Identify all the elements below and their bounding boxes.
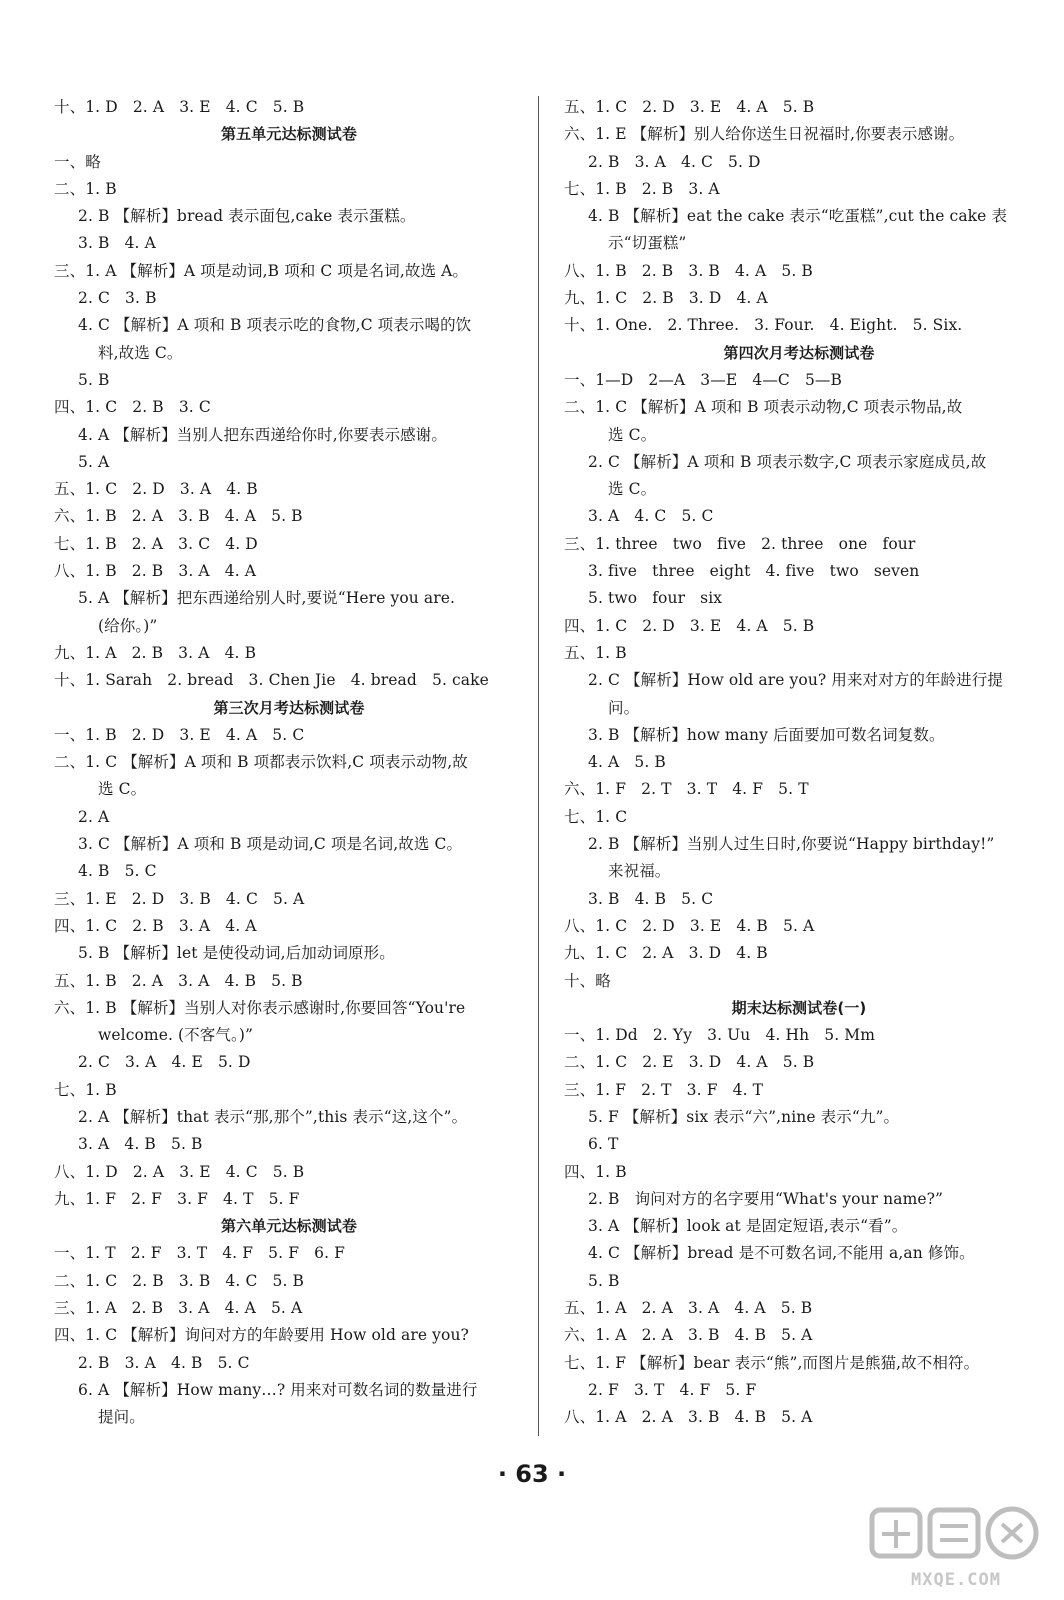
answer-line: 五、1. C 2. D 3. A 4. B: [54, 480, 258, 499]
answer-line: 5. A: [78, 452, 110, 471]
section-title: 第四次月考达标测试卷: [723, 343, 875, 362]
answer-line: 八、1. C 2. D 3. E 4. B 5. A: [564, 916, 815, 935]
answer-line: 一、1—D 2—A 3—E 4—C 5—B: [564, 370, 843, 389]
answer-line: 4. A 【解析】当别人把东西递给你时,你要表示感谢。: [78, 425, 447, 444]
answer-line: 2. C 【解析】How old are you? 用来对对方的年龄进行提: [588, 671, 1003, 690]
answer-line: 六、1. F 2. T 3. T 4. F 5. T: [564, 780, 809, 799]
left-column: [54, 94, 524, 1432]
answer-line: 3. B 4. A: [78, 234, 156, 253]
section-title: 第三次月考达标测试卷: [213, 698, 365, 717]
answer-line: (给你。)”: [98, 616, 158, 635]
answer-line: 八、1. D 2. A 3. E 4. C 5. B: [54, 1162, 305, 1181]
answer-line: 二、1. C 【解析】A 项和 B 项都表示饮料,C 项表示动物,故: [54, 753, 468, 772]
answer-line: 八、1. B 2. B 3. A 4. A: [54, 562, 257, 581]
answer-line: 十、1. One. 2. Three. 3. Four. 4. Eight. 5. Six.: [564, 316, 963, 335]
answer-line: 2. B 询问对方的名字要用“What's your name?”: [588, 1189, 944, 1208]
answer-line: 5. two four six: [588, 589, 723, 608]
answer-line: 二、1. C 【解析】A 项和 B 项表示动物,C 项表示物品,故: [564, 398, 963, 417]
answer-line: 5. B 【解析】let 是使役动词,后加动词原形。: [78, 944, 395, 963]
answer-line: 2. F 3. T 4. F 5. F: [588, 1380, 757, 1399]
right-column: [564, 94, 1034, 1432]
answer-line: 2. B 3. A 4. B 5. C: [78, 1353, 250, 1372]
answer-line: 5. B: [588, 1271, 620, 1290]
answer-line: 选 C。: [608, 425, 657, 444]
answer-line: 6. T: [588, 1135, 619, 1154]
answer-line: 3. A 4. B 5. B: [78, 1135, 203, 1154]
answer-line: 4. C 【解析】A 项和 B 项表示吃的食物,C 项表示喝的饮: [78, 316, 472, 335]
answer-line: 4. B 5. C: [78, 862, 157, 881]
answer-line: 6. A 【解析】How many…? 用来对可数名词的数量进行: [78, 1380, 478, 1399]
answer-line: 七、1. B 2. A 3. C 4. D: [54, 534, 258, 553]
answer-line: 九、1. A 2. B 3. A 4. B: [54, 643, 257, 662]
answer-line: 九、1. F 2. F 3. F 4. T 5. F: [54, 1189, 300, 1208]
section-title: 第五单元达标测试卷: [221, 125, 357, 144]
answer-line: 问。: [608, 698, 640, 717]
answer-line: 三、1. three two five 2. three one four: [564, 534, 916, 553]
answer-line: 2. B 【解析】当别人过生日时,你要说“Happy birthday!”: [588, 835, 995, 854]
answer-line: 4. A 5. B: [588, 753, 666, 772]
answer-line: 3. A 4. C 5. C: [588, 507, 714, 526]
watermark-icon: [866, 1504, 1046, 1564]
answer-line: 二、1. C 2. B 3. B 4. C 5. B: [54, 1271, 304, 1290]
answer-line: 三、1. A 【解析】A 项是动词,B 项和 C 项是名词,故选 A。: [54, 261, 468, 280]
watermark-logo: [866, 1504, 1046, 1590]
answer-line: 来祝福。: [608, 862, 671, 881]
answer-line: 五、1. B: [564, 643, 627, 662]
answer-line: 3. B 4. B 5. C: [588, 889, 714, 908]
answer-line: 3. five three eight 4. five two seven: [588, 562, 920, 581]
column-divider: [538, 96, 539, 1436]
answer-line: 提问。: [98, 1408, 145, 1427]
answer-line: 七、1. B 2. B 3. A: [564, 179, 720, 198]
answer-line: 3. B 【解析】how many 后面要加可数名词复数。: [588, 725, 945, 744]
page-number: · 63 ·: [497, 1460, 567, 1488]
answer-line: 六、1. B 2. A 3. B 4. A 5. B: [54, 507, 303, 526]
answer-line: 七、1. C: [564, 807, 628, 826]
answer-line: 十、1. Sarah 2. bread 3. Chen Jie 4. bread 5. cake: [54, 671, 489, 690]
answer-line: 一、1. B 2. D 3. E 4. A 5. C: [54, 725, 305, 744]
answer-line: 四、1. B: [564, 1162, 627, 1181]
answer-line: 5. F 【解析】six 表示“六”,nine 表示“九”。: [588, 1107, 900, 1126]
answer-line: 五、1. B 2. A 3. A 4. B 5. B: [54, 971, 303, 990]
answer-line: 六、1. A 2. A 3. B 4. B 5. A: [564, 1326, 813, 1345]
answer-line: 选 C。: [98, 780, 147, 799]
answer-line: welcome. (不客气。)”: [98, 1026, 254, 1045]
answer-line: 七、1. F 【解析】bear 表示“熊”,而图片是熊猫,故不相符。: [564, 1353, 980, 1372]
answer-line: 八、1. A 2. A 3. B 4. B 5. A: [564, 1408, 813, 1427]
answer-line: 十、1. D 2. A 3. E 4. C 5. B: [54, 98, 305, 116]
answer-line: 三、1. A 2. B 3. A 4. A 5. A: [54, 1299, 303, 1318]
answer-line: 六、1. B 【解析】当别人对你表示感谢时,你要回答“You're: [54, 998, 466, 1017]
answer-line: 2. C 3. A 4. E 5. D: [78, 1053, 251, 1072]
answer-line: 四、1. C 2. B 3. C: [54, 398, 211, 417]
watermark-text: MXQE.COM: [911, 1570, 1001, 1590]
answer-line: 八、1. B 2. B 3. B 4. A 5. B: [564, 261, 813, 280]
answer-line: 示“切蛋糕”: [608, 234, 687, 253]
answer-line: 2. B 【解析】bread 表示面包,cake 表示蛋糕。: [78, 207, 416, 226]
section-title: 第六单元达标测试卷: [221, 1217, 357, 1236]
answer-line: 三、1. E 2. D 3. B 4. C 5. A: [54, 889, 305, 908]
answer-line: 4. C 【解析】bread 是不可数名词,不能用 a,an 修饰。: [588, 1244, 975, 1263]
section-title: 期末达标测试卷(一): [731, 998, 867, 1017]
answer-line: 2. C 【解析】A 项和 B 项表示数字,C 项表示家庭成员,故: [588, 452, 987, 471]
answer-line: 二、1. B: [54, 179, 117, 198]
answer-line: 3. C 【解析】A 项和 B 项是动词,C 项是名词,故选 C。: [78, 835, 463, 854]
answer-line: 5. A 【解析】把东西递给别人时,要说“Here you are.: [78, 589, 456, 608]
answer-line: 4. B 【解析】eat the cake 表示“吃蛋糕”,cut the cake 表: [588, 207, 1008, 226]
answer-line: 四、1. C 【解析】询问对方的年龄要用 How old are you?: [54, 1326, 469, 1345]
answer-line: 五、1. C 2. D 3. E 4. A 5. B: [564, 98, 815, 116]
answer-line: 七、1. B: [54, 1080, 117, 1099]
answer-line: 九、1. C 2. A 3. D 4. B: [564, 944, 768, 963]
answer-line: 九、1. C 2. B 3. D 4. A: [564, 289, 768, 308]
answer-line: 2. A 【解析】that 表示“那,那个”,this 表示“这,这个”。: [78, 1107, 468, 1126]
answer-line: 四、1. C 2. B 3. A 4. A: [54, 916, 257, 935]
answer-line: 二、1. C 2. E 3. D 4. A 5. B: [564, 1053, 815, 1072]
answer-line: 一、1. Dd 2. Yy 3. Uu 4. Hh 5. Mm: [564, 1026, 876, 1045]
answer-line: 2. C 3. B: [78, 289, 157, 308]
answer-line: 选 C。: [608, 480, 657, 499]
answer-line: 一、1. T 2. F 3. T 4. F 5. F 6. F: [54, 1244, 345, 1263]
answer-line: 2. A: [78, 807, 110, 826]
answer-line: 2. B 3. A 4. C 5. D: [588, 152, 761, 171]
answer-line: 十、略: [564, 971, 611, 990]
answer-line: 5. B: [78, 370, 110, 389]
answer-line: 四、1. C 2. D 3. E 4. A 5. B: [564, 616, 815, 635]
answer-line: 三、1. F 2. T 3. F 4. T: [564, 1080, 764, 1099]
answer-line: 一、略: [54, 152, 101, 171]
answer-line: 料,故选 C。: [98, 343, 183, 362]
answer-line: 3. A 【解析】look at 是固定短语,表示“看”。: [588, 1217, 908, 1236]
answer-line: 五、1. A 2. A 3. A 4. A 5. B: [564, 1299, 813, 1318]
answer-line: 六、1. E 【解析】别人给你送生日祝福时,你要表示感谢。: [564, 125, 965, 144]
